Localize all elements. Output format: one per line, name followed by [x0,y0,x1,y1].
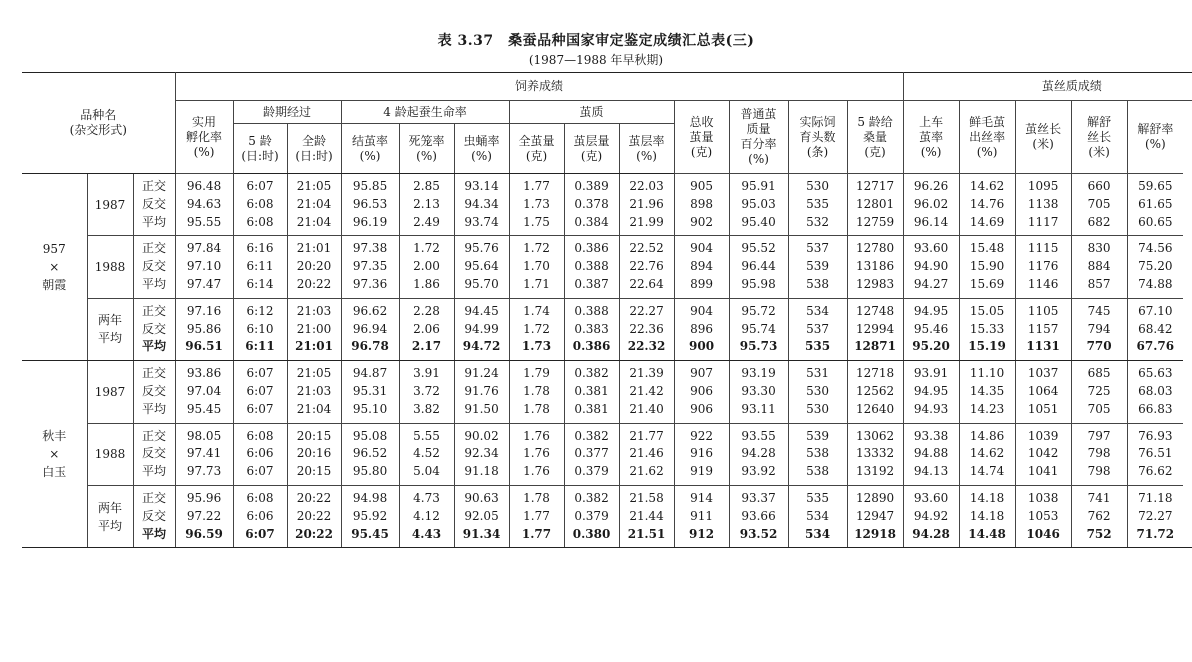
table-row [22,236,1192,298]
data-cell: 95.96 97.22 96.59 [175,485,233,547]
data-cell: 1.72 1.70 1.71 [509,236,564,298]
data-cell: 15.05 15.33 15.19 [959,298,1015,360]
data-cell: 22.03 21.96 21.99 [619,174,674,236]
data-cell: 1095 1138 1117 [1015,174,1071,236]
data-cell: 914 911 912 [674,485,729,547]
data-cell: 90.63 92.05 91.34 [454,485,509,547]
data-cell: 96.62 96.94 96.78 [341,298,399,360]
header-quality-group: 茧质 [509,101,674,124]
data-cell: 0.389 0.378 0.384 [564,174,619,236]
table-row [22,298,1192,360]
data-cell: 67.10 68.42 67.76 [1127,298,1183,360]
data-cell: 95.52 96.44 95.98 [729,236,788,298]
data-cell: 96.48 94.63 95.55 [175,174,233,236]
data-cell: 12717 12801 12759 [847,174,903,236]
data-cell: 0.382 0.379 0.380 [564,485,619,547]
table-body [22,174,1192,548]
table-subtitle: (1987—1988 年早秋期) [528,53,664,67]
data-cell: 21:05 21:04 21:04 [287,174,341,236]
data-cell: 6:07 6:08 6:08 [233,174,287,236]
year-cell: 两年 平均 [87,298,133,360]
header-vital-group: 4 龄起蚕生命率 [341,101,509,124]
data-cell: 95.85 96.53 96.19 [341,174,399,236]
header-dead-rate: 死笼率 (%) [399,124,454,174]
data-cell: 685 725 705 [1071,361,1127,423]
data-cell: 76.93 76.51 76.62 [1127,423,1183,485]
data-cell: 96.26 96.02 96.14 [903,174,959,236]
data-cell: 6:12 6:10 6:11 [233,298,287,360]
data-cell: 1038 1053 1046 [1015,485,1071,547]
data-cell: 21:05 21:03 21:04 [287,361,341,423]
data-cell: 905 898 902 [674,174,729,236]
data-cell: 745 794 770 [1071,298,1127,360]
data-cell: 1.77 1.73 1.75 [509,174,564,236]
data-cell: 21:03 21:00 21:01 [287,298,341,360]
header-instar-group: 龄期经过 [233,101,341,124]
data-cell: 1037 1064 1051 [1015,361,1071,423]
data-cell: 95.72 95.74 95.73 [729,298,788,360]
data-cell: 0.386 0.388 0.387 [564,236,619,298]
data-cell: 539 538 538 [788,423,847,485]
data-cell: 1.76 1.76 1.76 [509,423,564,485]
header-shell-wt: 茧层量 (克) [564,124,619,174]
cross-label-cell: 正交 反交 平均 [133,174,175,236]
data-cell: 12718 12562 12640 [847,361,903,423]
data-cell: 531 530 530 [788,361,847,423]
data-cell: 6:08 6:06 6:07 [233,423,287,485]
data-cell: 1.74 1.72 1.73 [509,298,564,360]
data-cell: 537 539 538 [788,236,847,298]
data-cell: 904 894 899 [674,236,729,298]
data-cell: 97.38 97.35 97.36 [341,236,399,298]
data-cell: 91.24 91.76 91.50 [454,361,509,423]
header-raw-silk: 鲜毛茧 出丝率 (%) [959,101,1015,174]
data-cell: 94.98 95.92 95.45 [341,485,399,547]
data-cell: 741 762 752 [1071,485,1127,547]
data-cell: 93.38 94.88 94.13 [903,423,959,485]
data-cell: 90.02 92.34 91.18 [454,423,509,485]
data-cell: 14.62 14.76 14.69 [959,174,1015,236]
data-cell: 660 705 682 [1071,174,1127,236]
data-cell: 98.05 97.41 97.73 [175,423,233,485]
data-cell: 21.58 21.44 21.51 [619,485,674,547]
year-cell: 1987 [87,361,133,423]
data-cell: 95.76 95.64 95.70 [454,236,509,298]
header-variety: 品种名 (杂交形式) [22,73,175,174]
data-cell: 5.55 4.52 5.04 [399,423,454,485]
cross-label-cell: 正交 反交 平均 [133,485,175,547]
variety-name: 秋丰 × 白玉 [22,361,87,548]
data-cell: 22.27 22.36 22.32 [619,298,674,360]
data-cell: 12780 13186 12983 [847,236,903,298]
data-cell: 1.72 2.00 1.86 [399,236,454,298]
cross-label-cell: 正交 反交 平均 [133,298,175,360]
data-cell: 93.86 97.04 95.45 [175,361,233,423]
data-cell: 0.382 0.381 0.381 [564,361,619,423]
data-cell: 6:07 6:07 6:07 [233,361,287,423]
data-cell: 94.95 95.46 95.20 [903,298,959,360]
data-cell: 0.382 0.377 0.379 [564,423,619,485]
data-cell: 907 906 906 [674,361,729,423]
header-reeling-rate: 上车 茧率 (%) [903,101,959,174]
header-filament-len: 茧丝长 (米) [1015,101,1071,174]
data-cell: 12890 12947 12918 [847,485,903,547]
data-cell: 12748 12994 12871 [847,298,903,360]
data-cell: 93.19 93.30 93.11 [729,361,788,423]
header-hatch: 实用 孵化率 (%) [175,101,233,174]
data-cell: 71.18 72.27 71.72 [1127,485,1183,547]
year-cell: 1987 [87,174,133,236]
data-cell: 535 534 534 [788,485,847,547]
data-cell: 2.85 2.13 2.49 [399,174,454,236]
data-cell: 93.55 94.28 93.92 [729,423,788,485]
data-cell: 1.78 1.77 1.77 [509,485,564,547]
data-cell: 1105 1157 1131 [1015,298,1071,360]
data-cell: 97.16 95.86 96.51 [175,298,233,360]
table-row [22,485,1192,547]
year-cell: 1988 [87,236,133,298]
header-instar-all: 全龄 (日:时) [287,124,341,174]
data-cell: 13062 13332 13192 [847,423,903,485]
data-cell: 97.84 97.10 97.47 [175,236,233,298]
header-reelability: 解舒率 (%) [1127,101,1183,174]
data-cell: 65.63 68.03 66.83 [1127,361,1183,423]
results-table [22,72,1192,548]
data-cell: 11.10 14.35 14.23 [959,361,1015,423]
year-cell: 1988 [87,423,133,485]
data-cell: 22.52 22.76 22.64 [619,236,674,298]
data-cell: 93.37 93.66 93.52 [729,485,788,547]
table-row [22,174,1192,236]
data-cell: 904 896 900 [674,298,729,360]
data-cell: 830 884 857 [1071,236,1127,298]
data-cell: 922 916 919 [674,423,729,485]
cross-label-cell: 正交 反交 平均 [133,423,175,485]
data-cell: 21:01 20:20 20:22 [287,236,341,298]
data-cell: 1.79 1.78 1.78 [509,361,564,423]
header-normal-pct: 普通茧 质量 百分率 (%) [729,101,788,174]
table-row [22,361,1192,423]
data-cell: 1115 1176 1146 [1015,236,1071,298]
data-cell: 20:15 20:16 20:15 [287,423,341,485]
year-cell: 两年 平均 [87,485,133,547]
header-instar5: 5 龄 (日:时) [233,124,287,174]
data-cell: 6:16 6:11 6:14 [233,236,287,298]
header-cocoon-rate: 结茧率 (%) [341,124,399,174]
data-cell: 93.91 94.95 94.93 [903,361,959,423]
data-cell: 93.60 94.92 94.28 [903,485,959,547]
data-cell: 3.91 3.72 3.82 [399,361,454,423]
data-cell: 93.14 94.34 93.74 [454,174,509,236]
table-row [22,423,1192,485]
header-reared: 实际饲 育头数 (条) [788,101,847,174]
data-cell: 21.77 21.46 21.62 [619,423,674,485]
cross-label-cell: 正交 反交 平均 [133,236,175,298]
header-cocoon-wt: 全茧量 (克) [509,124,564,174]
data-cell: 15.48 15.90 15.69 [959,236,1015,298]
data-cell: 14.18 14.18 14.48 [959,485,1015,547]
data-cell: 94.87 95.31 95.10 [341,361,399,423]
data-cell: 6:08 6:06 6:07 [233,485,287,547]
data-cell: 20:22 20:22 20:22 [287,485,341,547]
table-title: 表 3.37 桑蚕品种国家审定鉴定成绩汇总表(三) [437,33,755,49]
data-cell: 0.388 0.383 0.386 [564,298,619,360]
header-pupa-rate: 虫蛹率 (%) [454,124,509,174]
data-cell: 1039 1042 1041 [1015,423,1071,485]
data-cell: 21.39 21.42 21.40 [619,361,674,423]
header-leaf: 5 龄给 桑量 (克) [847,101,903,174]
data-cell: 14.86 14.62 14.74 [959,423,1015,485]
data-cell: 94.45 94.99 94.72 [454,298,509,360]
data-cell: 797 798 798 [1071,423,1127,485]
header-shell-rate: 茧层率 (%) [619,124,674,174]
header-group-rearing: 饲养成绩 [175,73,903,101]
data-cell: 95.08 96.52 95.80 [341,423,399,485]
data-cell: 534 537 535 [788,298,847,360]
header-group-cocoon: 茧丝质成绩 [903,73,1192,101]
header-yield: 总收 茧量 (克) [674,101,729,174]
data-cell: 4.73 4.12 4.43 [399,485,454,547]
data-cell: 95.91 95.03 95.40 [729,174,788,236]
data-cell: 59.65 61.65 60.65 [1127,174,1183,236]
data-cell: 2.28 2.06 2.17 [399,298,454,360]
data-cell: 530 535 532 [788,174,847,236]
variety-name: 957 × 朝霞 [22,174,87,361]
data-cell: 93.60 94.90 94.27 [903,236,959,298]
data-cell: 74.56 75.20 74.88 [1127,236,1183,298]
header-unbroken-len: 解舒 丝长 (米) [1071,101,1127,174]
cross-label-cell: 正交 反交 平均 [133,361,175,423]
